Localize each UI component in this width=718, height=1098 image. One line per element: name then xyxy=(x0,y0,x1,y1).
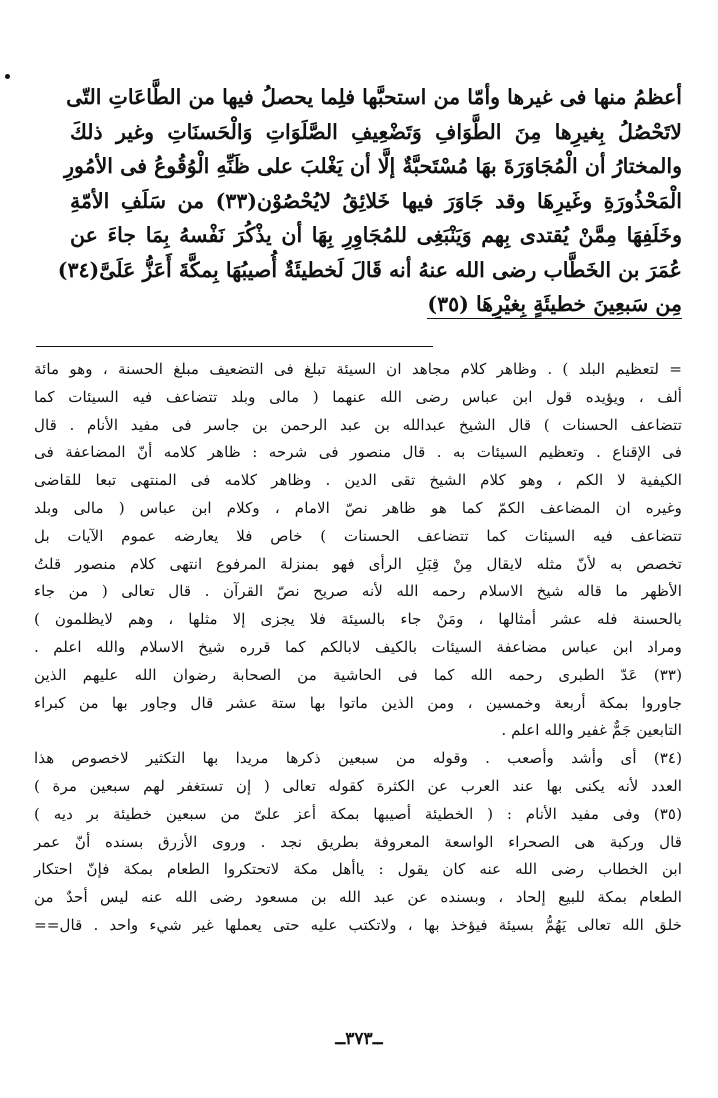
footnote-line: تتضاعف الحسنات ) قال الشيخ عبدالله بن عبد الرحمن بن جاسر فى مفيد الأنام . قال xyxy=(34,415,682,434)
footnote-line: بالحسنة فله عشر أمثالها ، ومَنْ جاء بالسيئة فلا يجزى إلا مثلها ، وهم لايظلمون ) xyxy=(34,610,682,629)
main-text-line: والمختارُ أن الْمُجَاوَرَةَ بهَا مُسْتَحبَّةٌ إلَّا أن يَغْلبَ على ظَنِّهِ الْوُقُوعُ فى الأمُورِ xyxy=(64,154,682,178)
footnote-line: تتضاعف فيه السيئات كما تتضاعف الحسنات ) خاص فلا يعارضه عموم الآيات بل xyxy=(34,526,682,545)
main-text-line: أعظمُ منها فى غيرها وأمّا من استحبَّها فلِما يحصلُ فيها من الطَّاعَاتِ التّى xyxy=(66,85,682,109)
footnote-35-line: (٣٥) وفى مفيد الأنام : ( الخطيئة أصيبها بمكة أعز علىّ من سبعين خطيئة بر ديه ) xyxy=(34,804,682,823)
footnote-line: خلق الله تعالى يَهُمُّ بسيئة فيؤخذ بها ، ولاتكتب عليه حتى يعملها غير شيء واحد . قال== xyxy=(34,915,682,934)
main-text-underlined: مِن سَبعِينَ خطيئَةٍ بِغيْرِهَا (٣٥) xyxy=(427,292,682,319)
footnote-line: ومراد ابن عباس مضاعفة السيئات بالكيف لابالكم كما قرره شيخ الاسلام والله اعلم . xyxy=(34,637,682,656)
footnote-line: وغيره ان المضاعف الكمّ كما هو ظاهر نصّ الامام ، وكلام ابن عباس ( مالى وبلد xyxy=(34,498,682,517)
footnote-separator xyxy=(36,346,433,347)
footnote-line: قال وركبة هى الصحراء الواسعة المعروفة بطريق نجد . وروى الأزرق بسنده أنّ عمر xyxy=(34,832,682,851)
main-text-line: الْمَحْذُورَةِ وغَيرِهَا وقد جَاوَرَ فيها خَلائِقُ لايُحْصُوْن(٣٣) من سَلَفِ الأمّةِ xyxy=(70,188,682,213)
footnote-line: العدد لأنه يكنى بها عند العرب عن الكثرة كقوله تعالى ( إن تستغفر لهم سبعين مرة ) xyxy=(34,776,682,795)
footnote-line: فى الإقناع . وتعظيم السيئات به . قال منصور فى شرحه : ظاهر كلامه أنّ المضاعفة فى xyxy=(34,443,682,462)
main-text-line: لاتَحْصُلُ بِغيرِها مِنَ الطَّوَافِ وَتَضْعِيفِ الصَّلَوَاتِ وَالْحَسنَاتِ وغير ذلكَ xyxy=(70,119,682,144)
page-number: ــ٣٧٣ــ xyxy=(335,1029,383,1049)
footnote-line: جاوروا بمكة أربعة وخمسين ، ومن الذين ماتوا بها ستة عشر قال وجاور بها من كبراء xyxy=(34,693,682,712)
footnote-line: تخصص به لأنّ مثله لايقال مِنْ قِبَلِ الرأى فهو بمنزلة المرفوع انتهى كلام منصور قلتُ xyxy=(34,554,682,573)
footnote-34-line: (٣٤) أى وأشد وأصعب . وقوله من سبعين ذكرها مريدا بها التكثير لاخصوص هذا xyxy=(34,749,682,768)
main-text-last-line xyxy=(70,287,682,322)
footnote-line: الطعام بمكة للبيع إلحاد ، وبسنده عن عبد الله بن مسعود رضى الله عنه ليس أحدٌ من xyxy=(34,888,682,907)
footnote-33-line: (٣٣) عَدّ الطبرى رحمه الله كما فى الحاشية من الصحابة رضوان الله عليهم الذين xyxy=(34,665,682,684)
main-text-line: عُمَرَ بن الخَطَّاب رضى الله عنهُ أنه قَالَ لَخطيئَةٌ أُصيبُهَا بِمكَّةَ أَعَزُّ عَلَىَّ(٣٤) xyxy=(57,257,682,282)
footnote-line: ألف ، ويؤيده قول ابن عباس رضى الله عنهما ( مالى وبلد تتضاعف فيه السيئات كما xyxy=(34,387,682,406)
main-text xyxy=(57,80,682,322)
footnote-line: الأظهر ما قاله شيخ الاسلام رحمه الله لأنه صريح نصّ القرآن . قال تعالى ( من جاء xyxy=(34,582,682,601)
margin-dot xyxy=(5,74,10,79)
footnotes xyxy=(34,356,682,940)
footnote-line: = لتعظيم البلد ) . وظاهر كلام مجاهد ان السيئة تبلغ فى التضعيف مبلغ الحسنة ، وهو مائة xyxy=(34,360,682,378)
footnote-line: الكيفية لا الكم ، وهو كلام الشيخ تقى الدين . وظاهر كلامه فى المنتهى تبعا للقاضى xyxy=(34,471,682,490)
footnote-line: ابن الخطاب رضى الله عنه كان يقول : ياأهل مكة لاتحتكروا الطعام بمكة فإنّ احتكار xyxy=(34,860,682,879)
footnote-line: التابعين جَمٌّ غفير والله اعلم . xyxy=(501,721,682,740)
main-text-line: وخَلَفِهَا مِمَّنْ يُقتدى بِهم وَيَنْبَغِى للمُجَاوِرِ بِهَا أن يذْكُرَ نَفْسهُ بِمَا جاءَ عن xyxy=(70,223,682,247)
